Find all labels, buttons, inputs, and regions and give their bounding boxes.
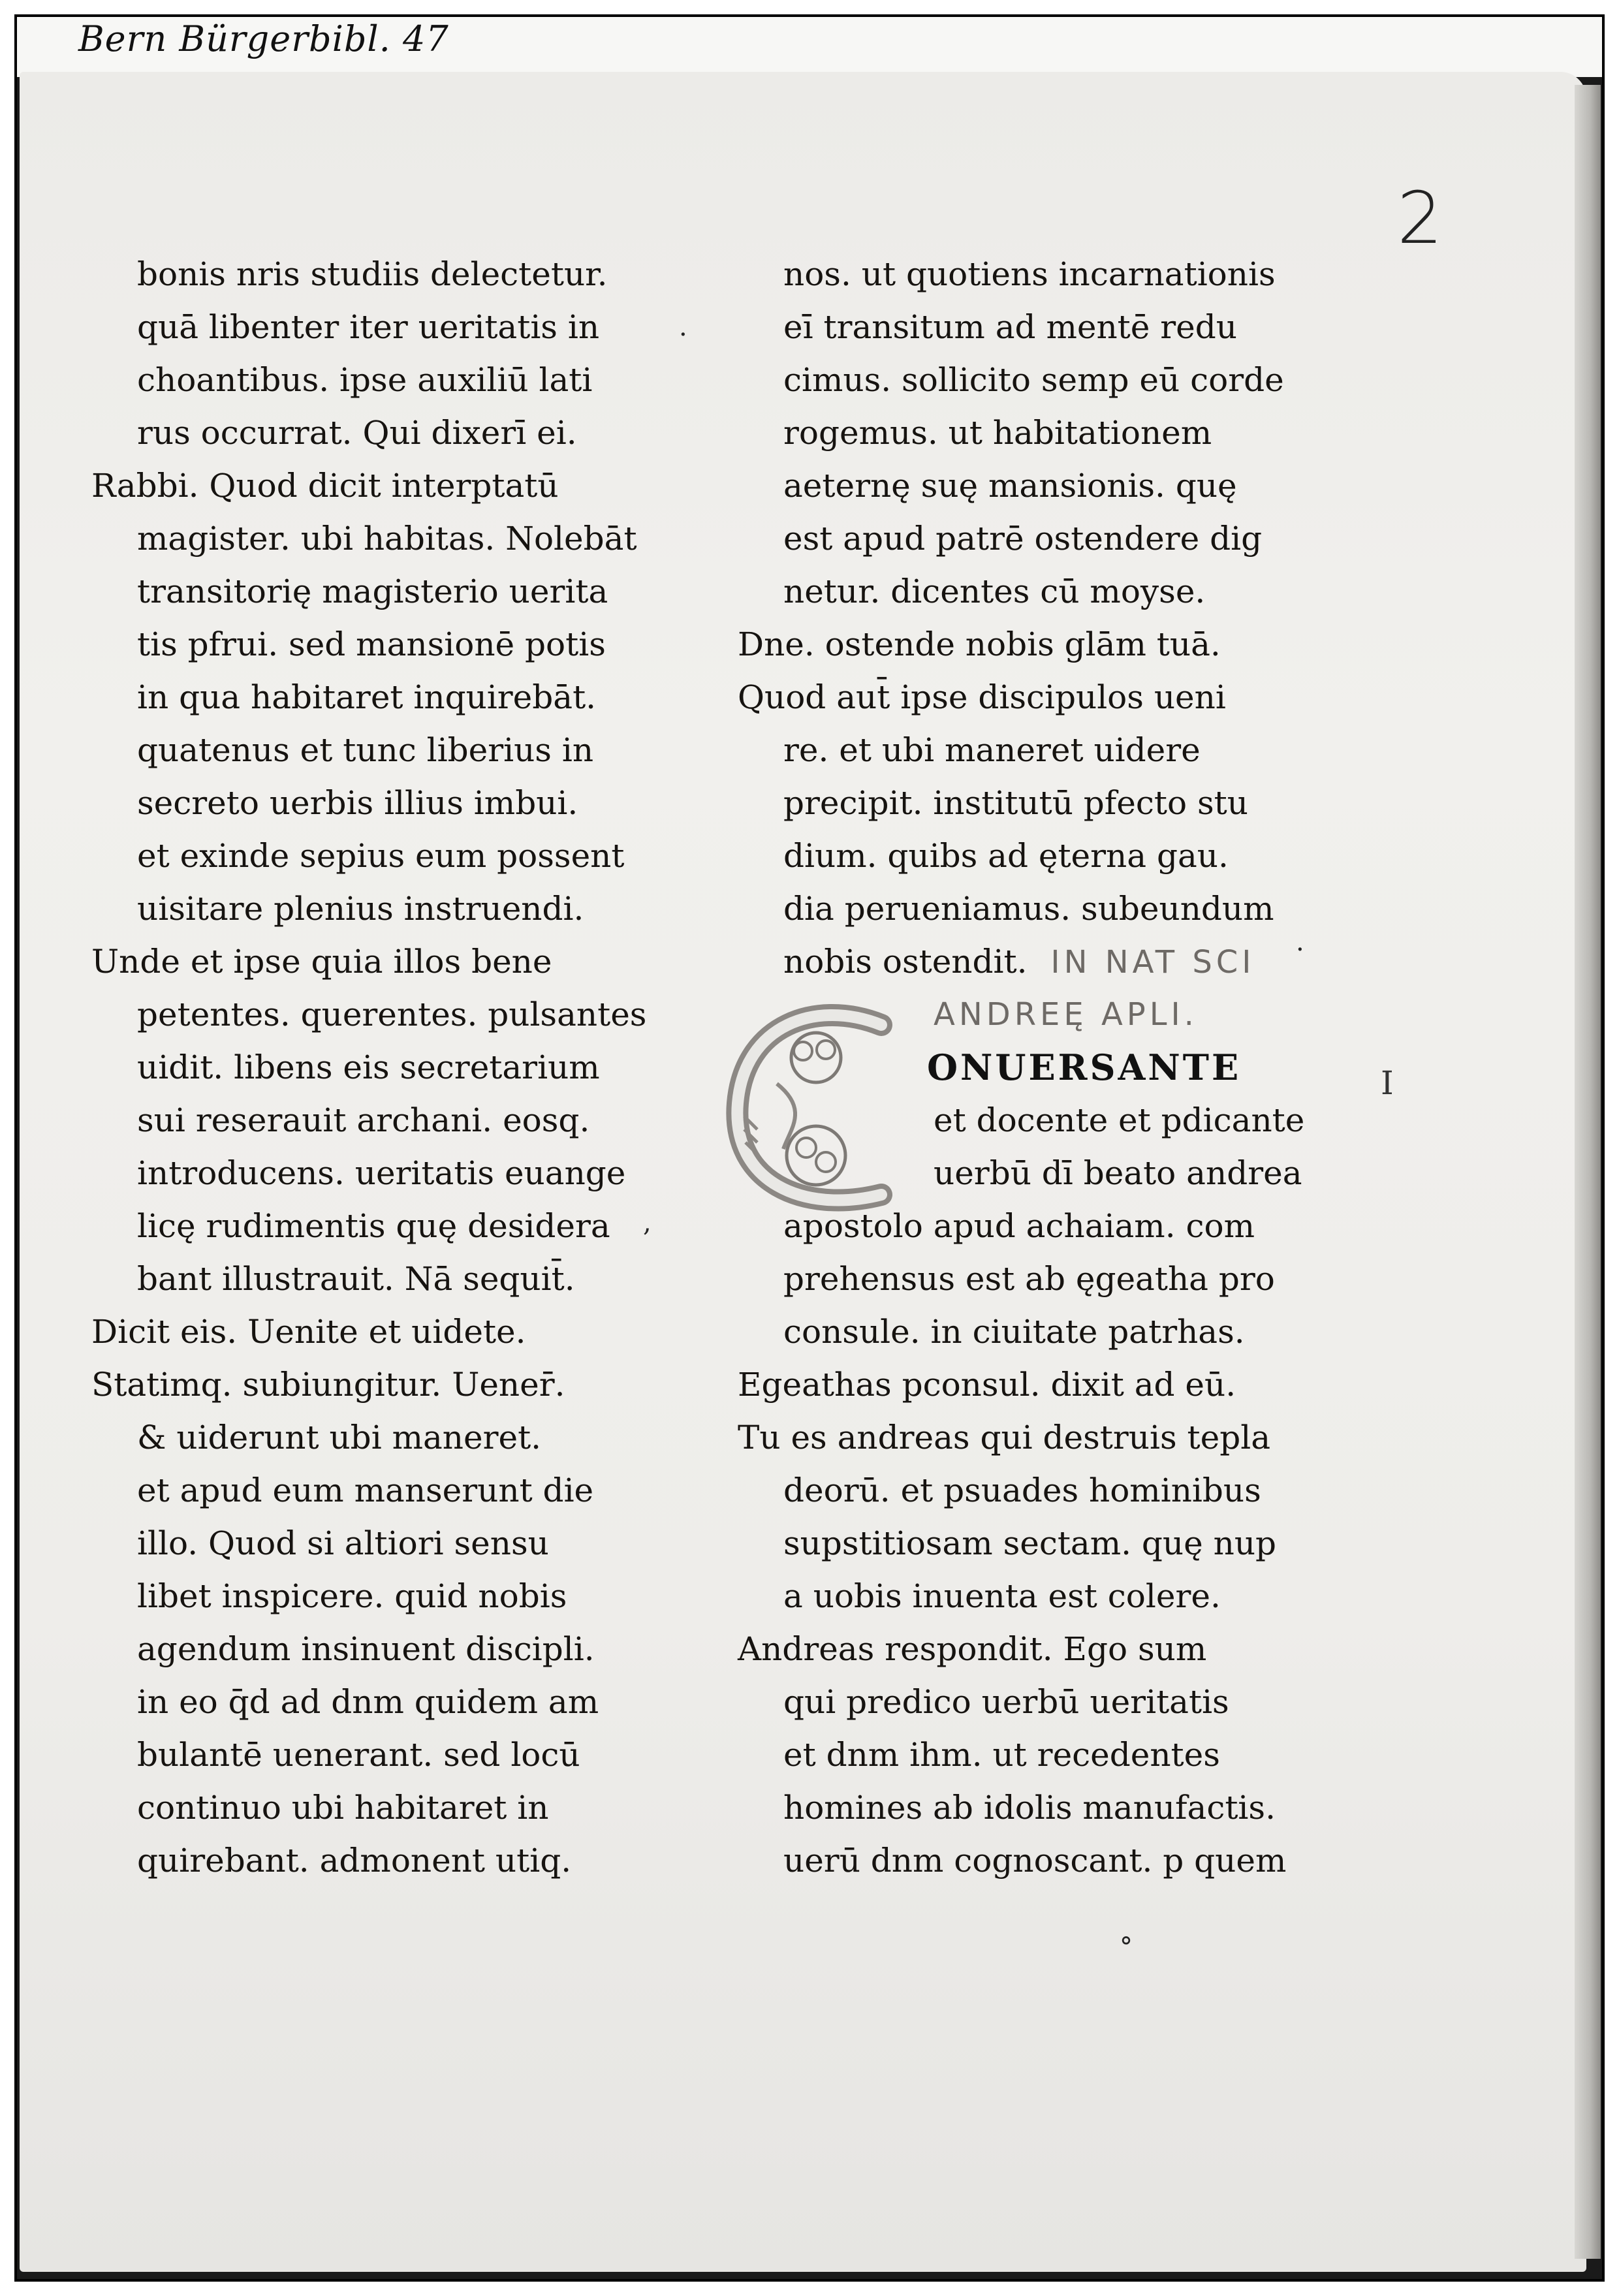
rubric-inline: IN NAT SCI (1050, 944, 1255, 981)
text-line: nos. ut quotiens incarnationis (783, 255, 1276, 293)
text-line: homines ab idolis manufactis. (783, 1789, 1276, 1827)
text-line: Tu es andreas qui destruis tepla (738, 1419, 1271, 1456)
text-line: rus occurrat. Qui dixerī ei. (137, 414, 577, 452)
left-column (91, 248, 679, 1887)
text-line: cimus. sollicito semp eū corde (783, 361, 1284, 399)
text-line: quatenus et tunc liberius in (137, 731, 594, 769)
rubric-line (738, 936, 1325, 988)
text-line: eī transitum ad mentē redu (783, 308, 1237, 346)
margin-mark: . (1296, 927, 1304, 957)
text-line: Quod aut̄ ipse discipulos ueni (738, 678, 1226, 716)
text-line: apostolo apud achaiam. com (783, 1207, 1255, 1245)
text-line: Statimq. subiungitur. Uener̄. (91, 1366, 565, 1404)
text-line: licę rudimentis quę desidera (137, 1207, 610, 1245)
margin-mark: · (679, 320, 687, 350)
text-line: continuo ubi habitaret in (137, 1789, 549, 1827)
rubric-lead-text: nobis ostendit. (783, 943, 1028, 981)
text-line: Dne. ostende nobis glām tuā. (738, 625, 1221, 663)
text-line: uisitare plenius instruendi. (137, 890, 584, 928)
text-line: petentes. querentes. pulsantes (137, 996, 647, 1033)
text-line: illo. Quod si altiori sensu (137, 1524, 549, 1562)
text-line: re. et ubi maneret uidere (783, 731, 1201, 769)
margin-mark: , (643, 1208, 652, 1238)
text-line: bant illustrauit. Nā sequit̄. (137, 1260, 575, 1298)
text-line: est apud patrē ostendere dig (783, 520, 1263, 558)
text-line: bulantē uenerant. sed locū (137, 1736, 580, 1774)
text-line: Andreas respondit. Ego sum (738, 1630, 1207, 1668)
text-line: dia perueniamus. subeundum (783, 890, 1274, 928)
text-line: Unde et ipse quia illos bene (91, 943, 552, 981)
text-line: & uiderunt ubi maneret. (137, 1419, 542, 1456)
text-line: quā libenter iter ueritatis in (137, 308, 600, 346)
text-line: quirebant. admonent utiq. (137, 1842, 572, 1879)
text-line: tis pfrui. sed mansionē potis (137, 625, 606, 663)
rubric-caps-line: ONUERSANTE (927, 1046, 1242, 1088)
text-line: in qua habitaret inquirebāt. (137, 678, 597, 716)
text-line: et exinde sepius eum possent (137, 837, 625, 875)
text-line: rogemus. ut habitationem (783, 414, 1212, 452)
text-line: uerbū dī beato andrea (934, 1154, 1302, 1192)
text-line: introducens. ueritatis euange (137, 1154, 626, 1192)
margin-mark: ° (1120, 1932, 1133, 1962)
text-line: et docente et pdicante (934, 1101, 1305, 1139)
text-line: choantibus. ipse auxiliū lati (137, 361, 593, 399)
text-line: Rabbi. Quod dicit interptatū (91, 467, 559, 505)
folio-number: 2 (1397, 176, 1443, 260)
text-line: a uobis inuenta est colere. (783, 1577, 1221, 1615)
text-line: consule. in ciuitate patrhas. (783, 1313, 1245, 1351)
text-line: supstitiosam sectam. quę nup (783, 1524, 1277, 1562)
text-line: dium. quibs ad ęterna gau. (783, 837, 1229, 875)
section-mark: I (1381, 1064, 1394, 1102)
text-line: in eo q̄d ad dnm quidem am (137, 1683, 599, 1721)
page-edge (1575, 85, 1601, 2259)
text-line: magister. ubi habitas. Nolebāt (137, 520, 637, 558)
text-line: aeternę suę mansionis. quę (783, 467, 1237, 505)
text-line: precipit. institutū pfecto stu (783, 784, 1248, 822)
text-line: transitorię magisterio uerita (137, 573, 608, 610)
text-line: et dnm ihm. ut recedentes (783, 1736, 1220, 1774)
text-line: et apud eum manserunt die (137, 1471, 594, 1509)
text-line: agendum insinuent discipli. (137, 1630, 595, 1668)
catalog-note: Bern Bürgerbibl. 47 (78, 18, 449, 59)
text-line: uerū dnm cognoscant. p quem (783, 1842, 1287, 1879)
text-line: secreto uerbis illius imbui. (137, 784, 578, 822)
text-line: deorū. et psuades hominibus (783, 1471, 1261, 1509)
text-line: qui predico uerbū ueritatis (783, 1683, 1229, 1721)
decorated-initial-c (718, 999, 914, 1214)
text-line: Egeathas pconsul. dixit ad eū. (738, 1366, 1236, 1404)
text-line: prehensus est ab ęgeatha pro (783, 1260, 1275, 1298)
text-line: netur. dicentes cū moyse. (783, 573, 1206, 610)
text-line: Dicit eis. Uenite et uidete. (91, 1313, 526, 1351)
text-line: uidit. libens eis secretarium (137, 1048, 600, 1086)
rubric-line-2: ANDREĘ APLI. (934, 996, 1198, 1033)
text-line: sui reserauit archani. eosq. (137, 1101, 590, 1139)
text-line: bonis nris studiis delectetur. (137, 255, 608, 293)
text-line: libet inspicere. quid nobis (137, 1577, 567, 1615)
